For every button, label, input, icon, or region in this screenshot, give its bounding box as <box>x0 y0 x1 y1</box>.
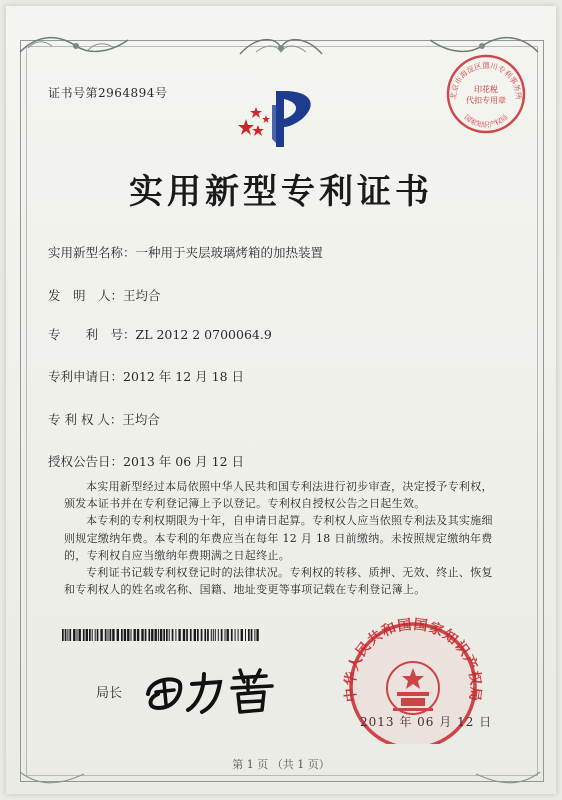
field-value: 王均合 <box>123 288 161 303</box>
body-paragraph: 专利证书记载专利权登记时的法律状况。专利权的转移、质押、无效、终止、恢复和专利权人的姓名或名称、国籍、地址变更等事项记载在专利登记簿上。 <box>64 566 493 597</box>
field-patentee <box>48 410 160 428</box>
field-value: 一种用于夹层玻璃烤箱的加热装置 <box>135 245 324 260</box>
field-label: 发 明 人： <box>48 288 124 303</box>
body-paragraph: 本专利的专利权期限为十年，自申请日起算。专利权人应当依照专利法及其实施细则规定缴纳年费。本专利的年费应当在每年 12 月 18 日前缴纳。未按照规定缴纳年费的，专利权自应当缴纳年费期满之日起终止。 <box>64 514 493 562</box>
svg-text:代扣专用章: 代扣专用章 <box>466 96 506 105</box>
svg-text:国家知识产权局: 国家知识产权局 <box>462 113 510 130</box>
field-utility-model-name <box>48 243 323 261</box>
field-label: 实用新型名称： <box>48 245 136 260</box>
field-inventor <box>48 286 161 304</box>
certificate-title: 实用新型专利证书 <box>129 172 433 212</box>
svg-text:中华人民共和国国家知识产权局: 中华人民共和国国家知识产权局 <box>342 616 484 703</box>
field-grant-date <box>48 452 244 470</box>
barcode-icon <box>62 629 262 641</box>
ornament-top-center <box>236 34 326 60</box>
certificate-number: 证书号第2964894号 <box>48 86 168 100</box>
field-value: 2013 年 06 月 12 日 <box>123 454 245 469</box>
field-label: 专利申请日： <box>48 369 124 384</box>
field-value: ZL 2012 2 0700064.9 <box>135 327 272 342</box>
tax-stamp-icon <box>444 52 528 136</box>
field-label: 授权公告日： <box>48 454 124 469</box>
field-value: 王均合 <box>122 412 160 427</box>
page-footer: 第 1 页 （共 1 页） <box>232 758 330 771</box>
ornament-top-left <box>18 30 138 60</box>
field-value: 2012 年 12 月 18 日 <box>123 369 245 384</box>
seal-date: 2013 年 06 月 12 日 <box>360 715 493 729</box>
svg-text:北京市海淀区德川专利事务所: 北京市海淀区德川专利事务所 <box>448 61 524 100</box>
svg-text:印花税: 印花税 <box>474 85 498 94</box>
field-label: 专 利 号： <box>48 327 136 342</box>
patent-office-logo-icon <box>232 85 328 149</box>
field-application-date <box>48 367 244 385</box>
certificate-body-text <box>64 478 504 598</box>
director-label: 局长 <box>96 686 123 701</box>
field-patent-number <box>48 325 272 343</box>
body-paragraph: 本实用新型经过本局依照中华人民共和国专利法进行初步审查，决定授予专利权，颁发本证书并在专利登记簿上予以登记。专利权自授权公告之日起生效。 <box>64 480 493 511</box>
director-signature-icon <box>144 664 284 716</box>
field-label: 专 利 权 人： <box>48 412 123 427</box>
